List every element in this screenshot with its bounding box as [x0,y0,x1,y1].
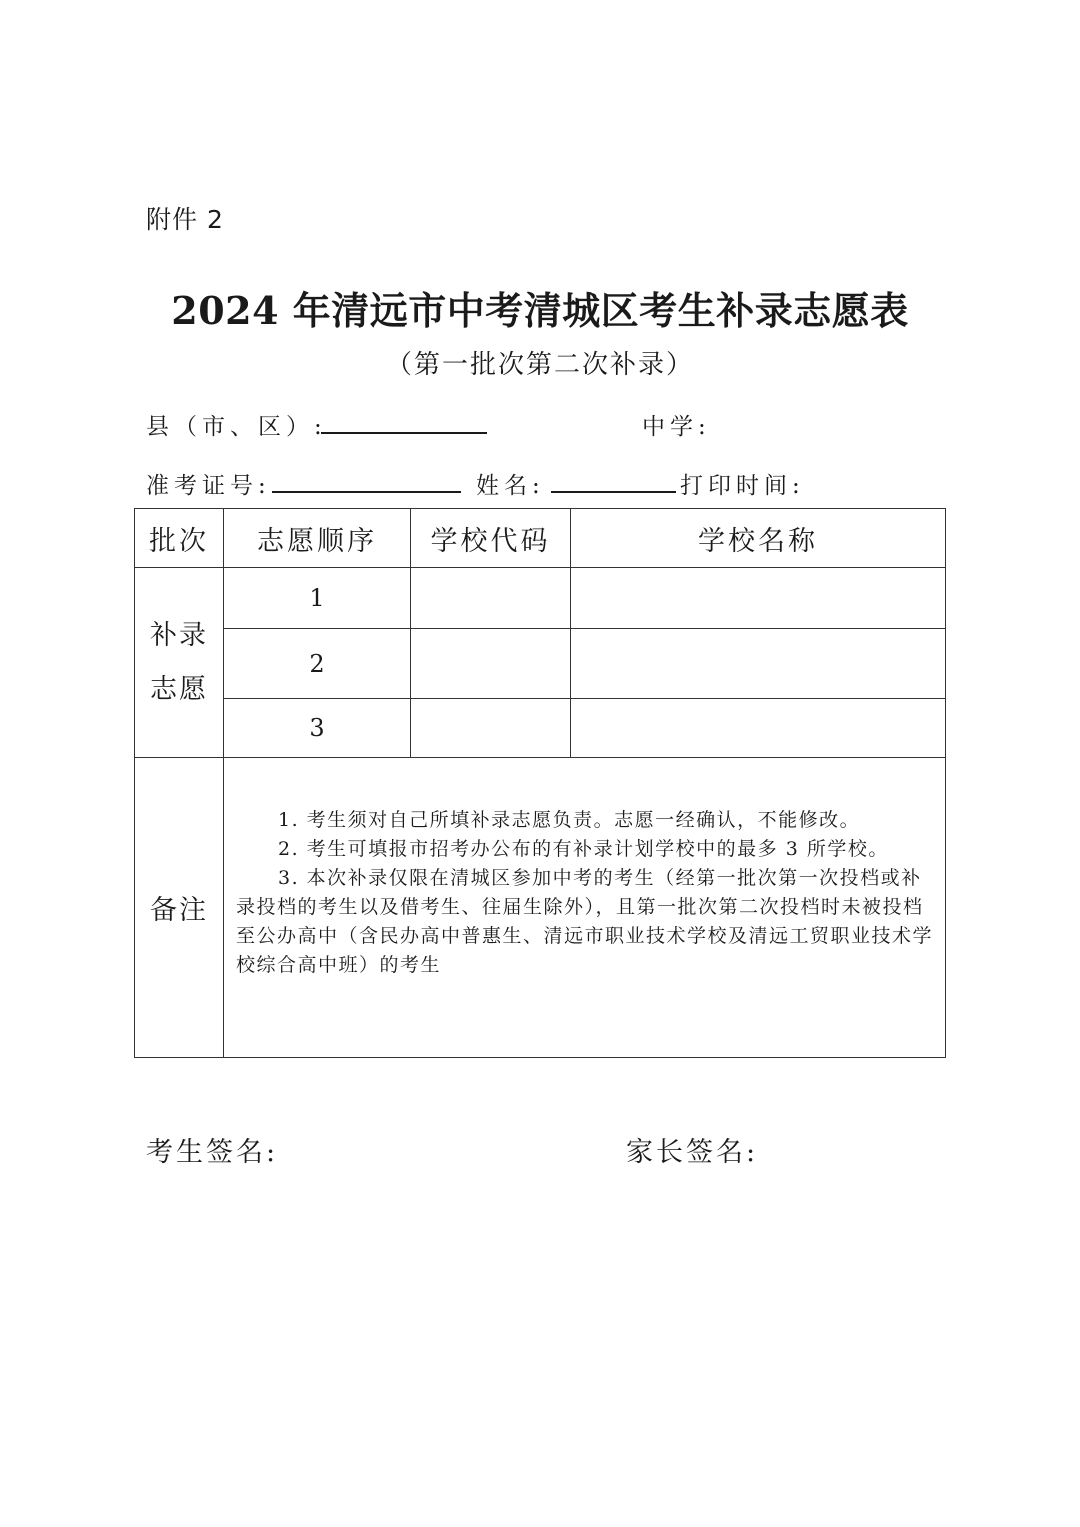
header-school-code: 学校代码 [411,509,571,568]
remark-item: 1. 考生须对自己所填补录志愿负责。志愿一经确认，不能修改。 [278,809,861,831]
parent-signature-label: 家长签名: [626,1137,759,1168]
header-order: 志愿顺序 [224,509,411,568]
batch-group-cell [135,568,224,758]
preference-table [134,508,946,1058]
form-title: 2024 年清远市中考清城区考生补录志愿表 [171,288,909,333]
school-name-cell[interactable] [571,629,946,699]
table-row [135,568,946,629]
form-subtitle: （第一批次第二次补录） [385,350,694,380]
student-signature-label: 考生签名: [146,1137,279,1168]
exam-id-label: 准考证号: [146,473,271,499]
school-code-cell[interactable] [411,699,571,758]
school-code-cell[interactable] [411,568,571,629]
remark-item: 2. 考生可填报市招考办公布的有补录计划学校中的最多 3 所学校。 [278,838,889,860]
exam-id-field[interactable] [272,491,461,493]
table-header-row [135,509,946,568]
name-label: 姓名: [476,473,545,499]
school-label: 中学: [642,414,711,440]
attachment-label: 附件 2 [146,205,224,234]
table-row [135,699,946,758]
table-row [135,629,946,699]
remark-item: 3. 本次补录仅限在清城区参加中考的考生（经第一批次第一次投档或补录投档的考生以及借考生、往届生除外），且第一批次第二次投档时未被投档至公办高中（含民办高中普惠生、清远市职业技术学校及清远工贸职业技术学校综合高中班）的考生 [236,867,934,976]
header-school-name: 学校名称 [571,509,946,568]
order-cell: 3 [224,699,411,758]
county-label: 县（市、区）: [146,414,327,440]
remarks-content [224,758,946,1058]
school-code-cell[interactable] [411,629,571,699]
print-time-label: 打印时间: [680,473,805,499]
name-field[interactable] [551,491,676,493]
order-cell: 2 [224,629,411,699]
school-name-cell[interactable] [571,699,946,758]
order-cell: 1 [224,568,411,629]
school-name-cell[interactable] [571,568,946,629]
county-field[interactable] [321,432,487,434]
remarks-row [135,758,946,1058]
header-batch: 批次 [135,509,224,568]
remarks-label: 备注 [135,758,224,1058]
batch-group-label-line1: 补录 [150,619,208,651]
batch-group-label-line2: 志愿 [150,673,208,705]
